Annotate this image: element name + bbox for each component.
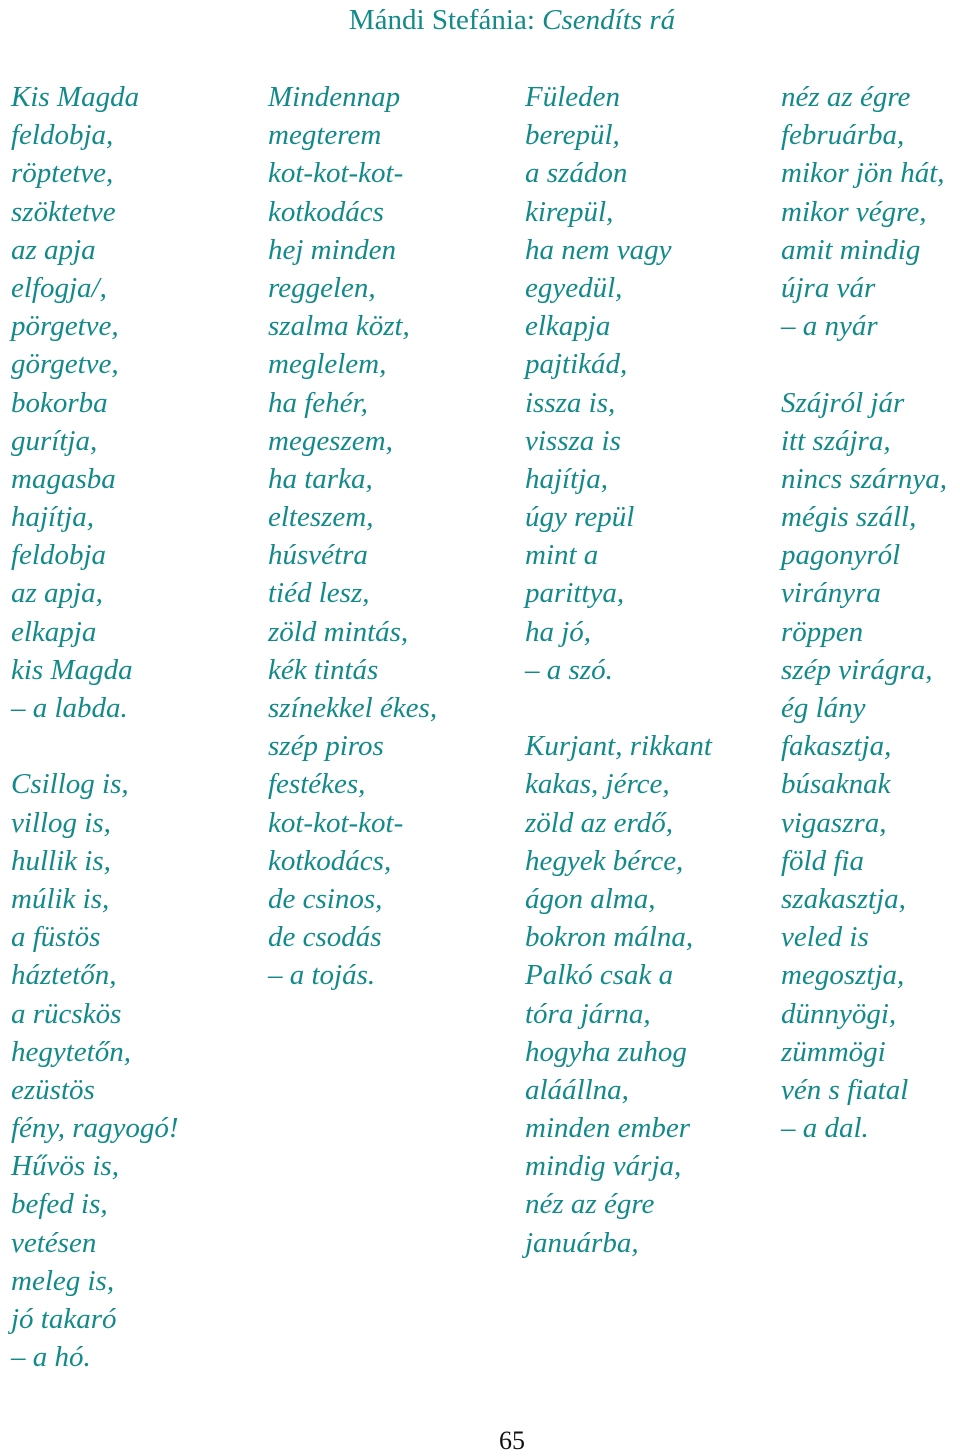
poem-line: kot-kot-kot- [268, 806, 404, 839]
poem-line: Füleden [525, 81, 621, 113]
poem-line: Palkó csak a [525, 959, 674, 992]
poem-line: – a hó. [11, 1341, 91, 1374]
poem-line: zümmögi [781, 1035, 886, 1068]
poem-line: Hűvös is, [11, 1150, 119, 1183]
poem-line: fakasztja, [781, 730, 892, 763]
poem-line: minden ember [525, 1112, 691, 1145]
poem-line: dünnyögi, [781, 997, 897, 1030]
poem-line: néz az égre [525, 1188, 655, 1221]
poem-line: Mindennap [268, 81, 401, 113]
poem-line: meglelem, [268, 348, 387, 381]
poem-title: Csendíts rá [542, 4, 676, 36]
poem-line: hullik is, [11, 844, 111, 877]
poem-line: – a szó. [525, 653, 613, 686]
poem-line: föld fia [781, 844, 864, 877]
poem-line: de csinos, [268, 882, 383, 915]
poem-column-2 [268, 78, 437, 995]
poem-line: ha tarka, [268, 462, 373, 495]
poem-line: múlik is, [11, 882, 110, 915]
poem-line: mindig várja, [525, 1150, 682, 1183]
poem-line: Kurjant, rikkant [525, 730, 712, 763]
poem-line: kék tintás [268, 653, 379, 686]
poem-line: szalma közt, [268, 310, 410, 343]
poem-line: vissza is [525, 424, 621, 457]
poem-line: pajtikád, [525, 348, 628, 381]
poem-line: januárba, [525, 1226, 639, 1259]
poem-line: vigaszra, [781, 806, 887, 839]
poem-line: mint a [525, 539, 599, 572]
poem-line: elkapja [11, 615, 97, 648]
poem-line: hogyha zuhog [525, 1035, 687, 1068]
poem-line: – a labda. [11, 692, 128, 724]
poem-line: parittya, [525, 577, 625, 610]
poem-line: az apja, [11, 577, 103, 610]
poem-line: – a dal. [781, 1112, 869, 1145]
poem-line: búsaknak [781, 768, 891, 801]
poem-line: úgy repül [525, 501, 635, 534]
poem-line: vén s fiatal [781, 1073, 909, 1106]
poem-line: hajítja, [11, 501, 94, 534]
poem-line: hajítja, [525, 462, 608, 495]
poem-line: magasba [11, 462, 116, 495]
poem-line: egyedül, [525, 271, 623, 304]
poem-line: befed is, [11, 1188, 108, 1221]
poem-line: újra vár [781, 271, 876, 304]
poem-line: szakasztja, [781, 882, 906, 915]
poem-line: szép piros [268, 730, 384, 763]
poem-line: megeszem, [268, 424, 393, 457]
poem-line: kotkodács, [268, 844, 392, 877]
poem-line: a füstös [11, 921, 101, 954]
poem-line: itt szájra, [781, 424, 891, 457]
poem-line: kis Magda [11, 653, 133, 686]
poem-line: tiéd lesz, [268, 577, 370, 610]
poem-line: Szájról jár [781, 386, 905, 419]
poem-line: kakas, jérce, [525, 768, 670, 801]
poem-line: megterem [268, 119, 382, 152]
poem-line: kot-kot-kot- [268, 157, 404, 190]
poem-line: reggelen, [268, 271, 376, 304]
poem-line: zöld mintás, [268, 615, 409, 648]
poem-line: húsvétra [268, 539, 368, 572]
poem-line: – a nyár [781, 310, 878, 343]
poem-line: bokorba [11, 386, 108, 419]
poem-line: az apja [11, 233, 96, 266]
poem-line: elteszem, [268, 501, 374, 534]
poem-line: februárba, [781, 119, 905, 152]
poem-line: elfogja/, [11, 271, 107, 304]
poem-line: szép virágra, [781, 653, 933, 686]
poem-line: a rücskös [11, 997, 122, 1030]
poem-line: mikor végre, [781, 195, 927, 228]
poem-line: kirepül, [525, 195, 614, 228]
poem-line: tóra járna, [525, 997, 651, 1030]
poem-line: ha jó, [525, 615, 592, 648]
poem-column-1 [11, 78, 179, 1376]
poem-line: röptetve, [11, 157, 114, 190]
poem-line: háztetőn, [11, 959, 117, 992]
poem-line: fény, ragyogó! [11, 1112, 179, 1145]
stanza-break [11, 727, 179, 765]
poem-line: vetésen [11, 1226, 97, 1259]
poem-line: pörgetve, [11, 310, 119, 343]
poem-line: jó takaró [11, 1303, 117, 1335]
page-title [0, 2, 960, 38]
poem-line: néz az égre [781, 81, 911, 113]
stanza-break [525, 689, 712, 727]
poem-line: Kis Magda [11, 81, 140, 113]
poem-author: Mándi Stefánia: [348, 4, 535, 36]
poem-line: ezüstös [11, 1073, 95, 1106]
poem-line: festékes, [268, 768, 366, 801]
poem-line: Csillog is, [11, 768, 129, 801]
poem-line: virányra [781, 577, 881, 610]
poem-line: görgetve, [11, 348, 119, 381]
poem-line: ha fehér, [268, 386, 368, 419]
poem-line: pagonyról [781, 539, 901, 572]
poem-line: kotkodács [268, 195, 384, 228]
poem-line: issza is, [525, 386, 616, 419]
poem-line: zöld az erdő, [525, 806, 673, 839]
poem-line: – a tojás. [268, 959, 376, 992]
poem-line: hej minden [268, 233, 397, 266]
poem-line: feldobja, [11, 119, 114, 152]
poem-line: színekkel ékes, [268, 692, 438, 724]
poem-line: mégis száll, [781, 501, 917, 534]
poem-line: a szádon [525, 157, 628, 190]
poem-line: amit mindig [781, 233, 921, 266]
poem-line: ha nem vagy [525, 233, 672, 266]
poem-line: szöktetve [11, 195, 116, 228]
poem-line: elkapja [525, 310, 611, 343]
poem-line: hegytetőn, [11, 1035, 131, 1068]
poem-line: de csodás [268, 921, 382, 954]
poem-line: feldobja [11, 539, 107, 572]
poem-line: meleg is, [11, 1264, 115, 1297]
poem-line: berepül, [525, 119, 620, 152]
poem-column-3 [525, 78, 712, 1262]
poem-line: nincs szárnya, [781, 462, 947, 495]
poem-line: hegyek bérce, [525, 844, 684, 877]
poem-line: gurítja, [11, 424, 98, 457]
poem-line: veled is [781, 921, 869, 954]
page-number: 65 [499, 1426, 525, 1455]
stanza-break [781, 345, 947, 383]
poem-line: megosztja, [781, 959, 905, 992]
poem-column-4 [781, 78, 947, 1147]
poem-line: ég lány [781, 692, 866, 724]
poem-line: villog is, [11, 806, 111, 839]
poem-line: röppen [781, 615, 864, 648]
poem-line: aláállna, [525, 1073, 629, 1106]
poem-line: ágon alma, [525, 882, 656, 915]
poem-line: mikor jön hát, [781, 157, 945, 190]
poem-line: bokron málna, [525, 921, 694, 954]
